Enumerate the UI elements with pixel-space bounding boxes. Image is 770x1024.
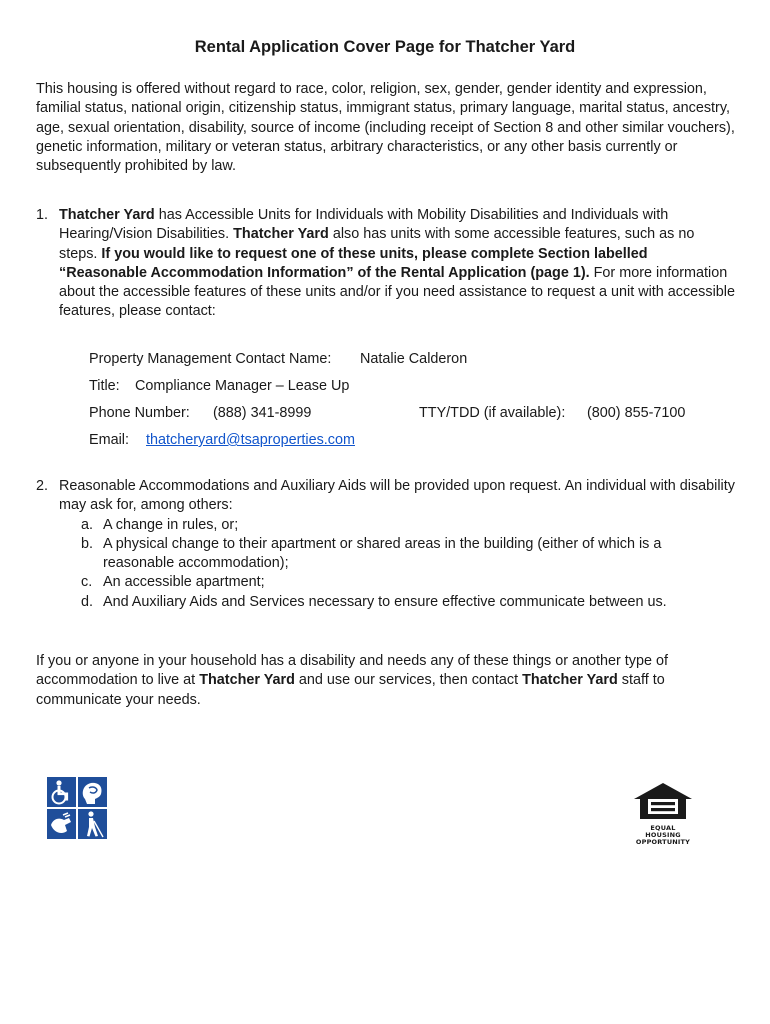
property-name: Thatcher Yard (199, 672, 295, 689)
contact-phone-row (89, 404, 729, 423)
eho-text-line1: EQUAL HOUSING (645, 824, 681, 839)
closing-text-c: staff to communicate your needs. (36, 672, 665, 708)
phone-value: (888) 341-8999 (213, 405, 312, 421)
house-icon (632, 781, 694, 821)
sub-item-letter: b. (81, 535, 94, 552)
email-link[interactable]: thatcheryard@tsaproperties.com (146, 432, 355, 448)
closing-text-a: If you or anyone in your household has a disability and needs any of these things or another type of accommodation to live at (36, 653, 669, 689)
item-2-text: Reasonable Accommodations and Auxiliary Aids will be provided upon request. An individual with disability may ask for, among others: (59, 478, 735, 514)
item-number: 2. (36, 478, 49, 494)
sub-item-text: A change in rules, or; (103, 516, 239, 533)
accessibility-symbols-logo (47, 777, 107, 839)
list-item-2 (36, 477, 736, 612)
contact-title-value: Compliance Manager – Lease Up (135, 378, 350, 394)
contact-title-label: Title: (89, 378, 120, 394)
contact-name-label: Property Management Contact Name: (89, 351, 332, 367)
item-1-text-b: also has units with some accessible features, such as no steps. (59, 226, 695, 262)
sub-item-text: A physical change to their apartment or shared areas in the building (either of which is a reasonable accommodation); (103, 535, 662, 572)
sub-item-text: An accessible apartment; (103, 574, 265, 591)
sub-list-item (36, 535, 736, 574)
sub-item-letter: a. (81, 516, 94, 533)
sub-item-letter: d. (81, 593, 94, 610)
eho-text-line2: OPPORTUNITY (635, 838, 691, 846)
item-1-text-c: For more information about the accessible features of these units and/or if you need assistance to request a unit with accessible features, please contact: (59, 264, 735, 320)
email-label: Email: (89, 432, 129, 448)
property-name: Thatcher Yard (233, 226, 329, 243)
item-1-text-a: has Accessible Units for Individuals with Mobility Disabilities and Individuals with Hearing/Vision Disabilities. (59, 207, 669, 243)
contact-name-value: Natalie Calderon (360, 351, 468, 367)
tty-label: TTY/TDD (if available): (419, 405, 566, 421)
contact-name-row (89, 350, 729, 369)
contact-title-row (89, 377, 729, 396)
item-1-text (59, 206, 736, 322)
property-name: Thatcher Yard (59, 207, 155, 223)
sub-item-letter: c. (81, 574, 93, 591)
closing-paragraph (36, 652, 736, 710)
closing-text-b: and use our services, then contact (294, 672, 523, 689)
contact-email-row (89, 431, 729, 450)
tty-value: (800) 855-7100 (587, 405, 686, 421)
accommodation-instruction: If you would like to request one of these units, please complete Section labelled “Reasonable Accommodation Information” of the Rental Application (page 1). (59, 245, 648, 281)
page-title: Rental Application Cover Page for Thatcher Yard (194, 38, 576, 56)
sub-item-text: And Auxiliary Aids and Services necessary to ensure effective communicate between us. (103, 593, 667, 610)
phone-label: Phone Number: (89, 405, 190, 421)
list-item-1 (36, 206, 736, 322)
sub-list-item (36, 516, 736, 535)
sub-list-item (36, 573, 736, 592)
equal-housing-opportunity-logo (632, 781, 694, 846)
nondiscrimination-paragraph: This housing is offered without regard to race, color, religion, sex, gender, gender identity and expression, familial status, national origin, citizenship status, immigrant status, primary language, marital status, ancestry, age, sexual orientation, disability, source of income (including receipt of Section 8 and other similar vouchers), genetic information, military or veteran status, arbitrary characteristics, or any other basis currently or subsequently prohibited by law. (36, 81, 735, 175)
item-number: 1. (36, 207, 49, 223)
sub-list-item (36, 593, 736, 612)
property-name: Thatcher Yard (522, 672, 618, 689)
